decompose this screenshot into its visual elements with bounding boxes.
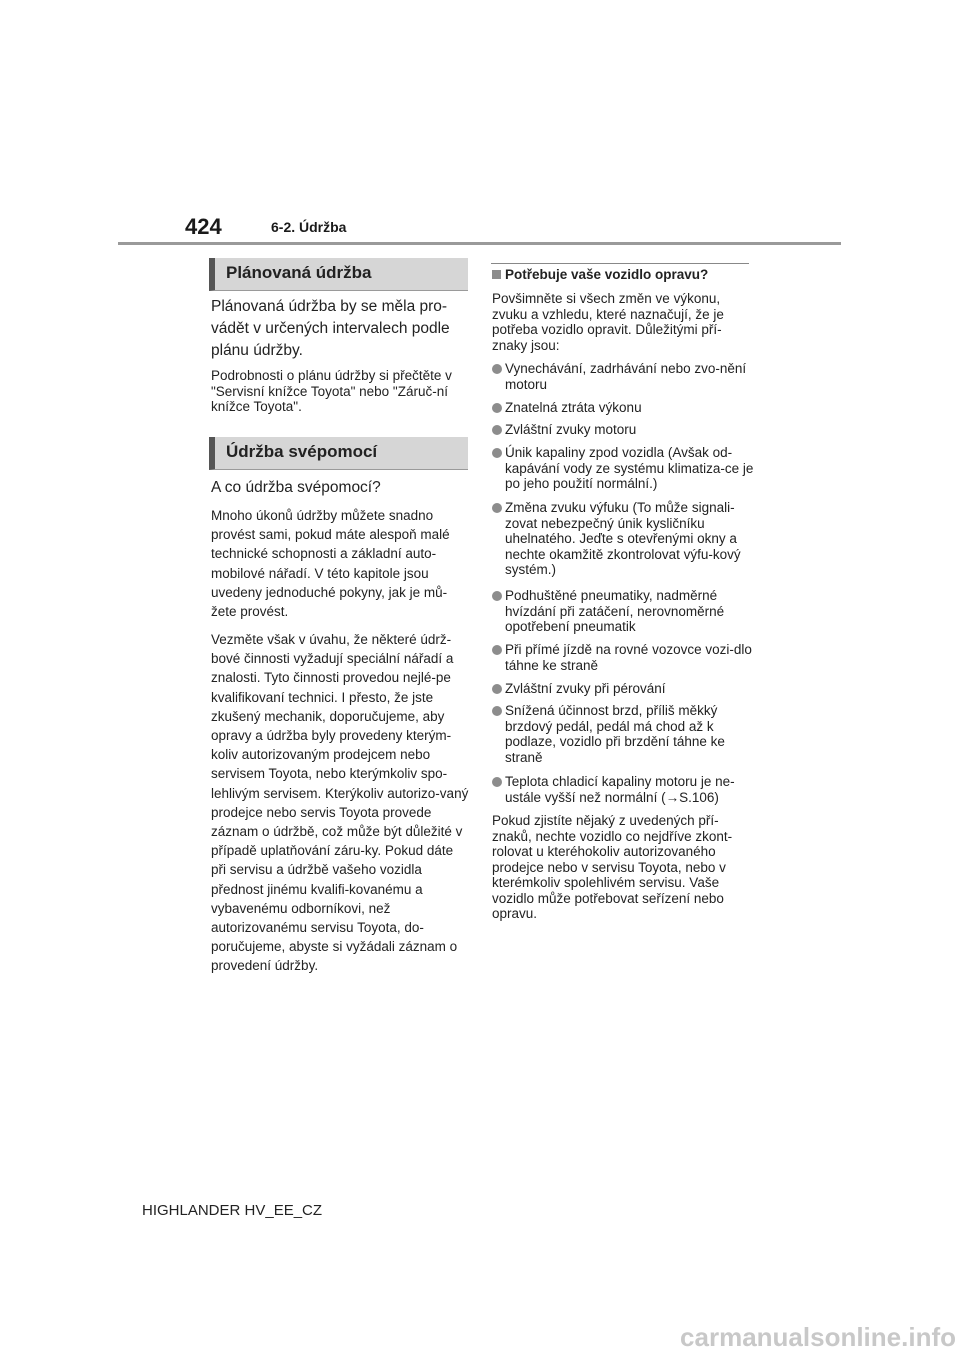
list-item: Snížená účinnost brzd, příliš měkký brzdový pedál, pedál má chod až k podlaze, vozidlo při brzdění táhne ke straně [492,703,754,765]
list-item: Změna zvuku výfuku (To může signali-zovat nebezpečný únik kysličníku uhelnatého. Jeďte s otevřenými okny a nechte okamžitě zkontrolovat výfu-kový systém.) [492,500,754,578]
repair-heading-text: Potřebuje vaše vozidlo opravu? [505,267,709,282]
list-item: Zvláštní zvuky motoru [492,422,754,438]
list-item: Zvláštní zvuky při pérování [492,681,754,697]
watermark: carmanualsonline.info [680,1322,956,1352]
footer-model: HIGHLANDER HV_EE_CZ [142,1202,323,1219]
self-paragraph-1: Mnoho úkonů údržby můžete snadno provést sami, pokud máte alespoň malé technické schopnosti a základní auto-mobilové nářadí. V této kapitole jsou uvedeny jednoduché pokyny, jak je mů-žete provést. [211,508,450,620]
bullet-icon [492,684,502,694]
list-item: Vynechávání, zadrhávání nebo zvo-nění motoru [492,361,754,392]
heading-text: Údržba svépomocí [226,442,378,461]
repair-closing: Pokud zjistíte nějaký z uvedených pří-znaků, nechte vozidlo co nejdříve zkont-rolovat u kteréhokoliv autorizovaného prodejce nebo v servisu Toyota, nebo v kterémkoliv spolehlivém servisu. Vaše vozidlo může potřebovat seřízení nebo opravu. [492,813,733,921]
square-bullet-icon [492,270,501,279]
self-paragraph-2: Vezměte však v úvahu, že některé údrž-bové činnosti vyžadují speciální nářadí a znalosti. Tyto činnosti provedou nejlé-pe kvalifikovaní technici. I přesto, že jste zkušený mechanik, doporučujeme, aby opravy a údržba byly provedeny kterým-koliv autorizovaným prodejcem nebo servisem Toyota, nebo kterýmkoliv spo-lehlivým servisem. Kterýkoliv autorizo-vaný prodejce nebo servis Toyota provede záznam o údržbě, což může být důležité v případě uplatňování záru-ky. Pokud dáte při servisu a údržbě vašeho vozidla přednost jinému kvalifi-kovanému a vybavenému odborníkovi, než autorizovanému servisu Toyota, do-poručujeme, abyste si vyžádali záznam o provedení údržby. [211,632,469,974]
bullet-icon [492,364,502,374]
bullet-icon [492,503,502,513]
list-item: Při přímé jízdě na rovné vozovce vozi-dlo táhne ke straně [492,642,754,673]
bullet-icon [492,706,502,716]
section-heading-self [209,437,468,470]
bullet-icon [492,591,502,601]
planned-intro: Plánovaná údržba by se měla pro-vádět v určených intervalech podle plánu údržby. [211,298,450,359]
list-item: Podhuštěné pneumatiky, nadměrné hvízdání při zatáčení, nerovnoměrné opotřebení pneumatik [492,588,754,635]
planned-note: Podrobnosti o plánu údržby si přečtěte v "Servisní knížce Toyota" nebo "Záruč-ní knížce Toyota". [211,368,452,414]
bullet-icon [492,448,502,458]
right-heading-rule [491,263,749,264]
heading-text: Plánovaná údržba [226,263,372,282]
page-number: 424 [185,214,222,239]
bullet-icon [492,645,502,655]
list-item: Znatelná ztráta výkonu [492,400,754,416]
list-item: Únik kapaliny zpod vozidla (Avšak od-kapávání vody ze systému klimatiza-ce je po jeho použití normální.) [492,445,754,492]
section-heading-planned [209,258,468,291]
list-item: Teplota chladicí kapaliny motoru je ne-ustále vyšší než normální (→S.106) [492,774,754,805]
self-question: A co údržba svépomocí? [211,479,381,496]
repair-intro: Povšimněte si všech změn ve výkonu, zvuku a vzhledu, které naznačují, že je potřeba vozidlo opravit. Důležitými pří-znaky jsou: [492,291,724,353]
header-rule [118,242,841,245]
bullet-icon [492,777,502,787]
section-label: 6-2. Údržba [271,219,347,235]
bullet-icon [492,425,502,435]
bullet-icon [492,403,502,413]
repair-heading [492,267,708,282]
